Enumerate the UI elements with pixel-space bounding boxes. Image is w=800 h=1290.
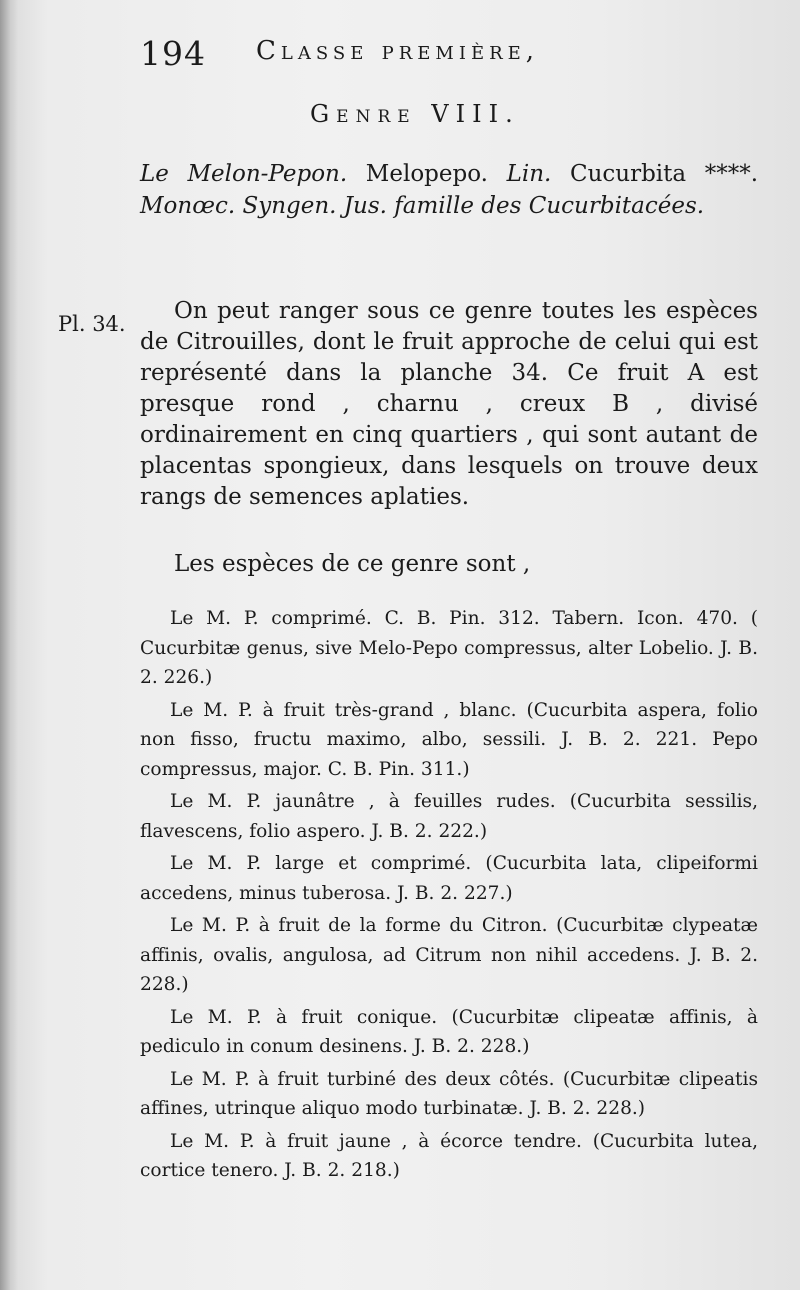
species-item: Le M. P. à fruit de la forme du Citron. (Cucurbitæ clypeatæ affinis, ovalis, angulosa, ad Citrum non nihil accedens. J. B. 2. 228.) bbox=[140, 915, 758, 995]
species-item: Le M. P. large et comprimé. (Cucurbita lata, clipeiformi accedens, minus tuberosa. J. B. 2. 227.) bbox=[140, 853, 758, 904]
family-name: Cucurbitacées. bbox=[528, 193, 705, 219]
jussieu-ref: Jus. bbox=[343, 193, 387, 219]
running-head: Classe première, bbox=[256, 36, 540, 66]
species-item: Le M. P. jaunâtre , à feuilles rudes. (Cucurbita sessilis, flavescens, folio aspero. J. B. 2. 222.) bbox=[140, 791, 758, 842]
famille-label: famille des bbox=[394, 193, 522, 219]
species-item: Le M. P. à fruit turbiné des deux côtés. (Cucurbitæ clipeatis affines, utrinque aliquo modo turbinatæ. J. B. 2. 228.) bbox=[140, 1068, 758, 1119]
species-list bbox=[140, 604, 758, 1189]
page-number: 194 bbox=[140, 34, 206, 73]
rating-stars: ****. bbox=[704, 161, 759, 187]
species-item: Le M. P. à fruit jaune , à écorce tendre. (Cucurbita lutea, cortice tenero. J. B. 2. 218.) bbox=[140, 1130, 758, 1181]
page-header bbox=[140, 32, 660, 82]
species-item: Le M. P. à fruit conique. (Cucurbitæ clipeatæ affinis, à pediculo in conum desinens. J. B. 2. 228.) bbox=[140, 1006, 758, 1057]
plate-reference: Pl. 34. bbox=[58, 312, 126, 336]
genus-entry bbox=[140, 158, 758, 222]
species-item: Le M. P. à fruit très-grand , blanc. (Cucurbita aspera, folio non fisso, fructu maximo, albo, sessili. J. B. 2. 221. Pepo compressus, major. C. B. Pin. 311.) bbox=[140, 699, 758, 780]
species-intro: Les espèces de ce genre sont , bbox=[174, 551, 531, 577]
common-name: Le Melon-Pepon. bbox=[140, 161, 348, 187]
gutter-shadow bbox=[0, 0, 18, 1290]
genus-name: Cucurbita bbox=[569, 161, 687, 187]
classification: Monœc. Syngen. bbox=[140, 193, 337, 219]
genus-description: On peut ranger sous ce genre toutes les espèces de Citrouilles, dont le fruit approche de celui qui est représenté dans la planche 34. Ce fruit A est presque rond , charnu , creux B , divisé ordinairement en cinq quartiers , qui sont autant de placentas spongieux, dans lesquels on trouve deux rangs de semences aplaties. bbox=[140, 298, 758, 510]
latin-name: Melopepo. bbox=[365, 161, 488, 187]
authority: Lin. bbox=[506, 161, 552, 187]
genre-heading: Genre VIII. bbox=[310, 100, 520, 128]
species-item: Le M. P. comprimé. C. B. Pin. 312. Tabern. Icon. 470. ( Cucurbitæ genus, sive Melo-Pepo compressus, alter Lobelio. J. B. 2. 226.) bbox=[140, 608, 758, 688]
